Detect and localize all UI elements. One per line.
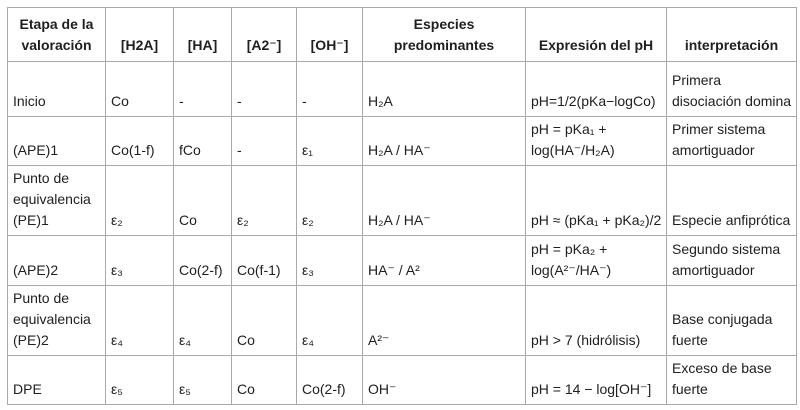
cell-interpretacion: Primera disociación domina [667,62,797,117]
cell-a2: Co(f-1) [232,236,297,286]
cell-ph: pH = 14 − log[OH⁻] [526,356,667,405]
cell-ph: pH > 7 (hidrólisis) [526,286,667,356]
col-header-a2: [A2⁻] [232,8,297,62]
col-header-especies: Especies predominantes [363,8,526,62]
cell-oh: ε₂ [297,166,363,236]
cell-especies: H₂A / HA⁻ [363,117,526,166]
col-header-ph: Expresión del pH [526,8,667,62]
cell-h2a: ε₃ [106,236,174,286]
cell-etapa: (APE)2 [8,236,106,286]
cell-etapa: DPE [8,356,106,405]
cell-ha: ε₅ [174,356,232,405]
table-row-ape1 [8,117,797,166]
cell-interpretacion: Segundo sistema amortiguador [667,236,797,286]
col-header-h2a: [H2A] [106,8,174,62]
table-row-inicio [8,62,797,117]
cell-ph: pH ≈ (pKa₁ + pKa₂)/2 [526,166,667,236]
cell-ha: ε₄ [174,286,232,356]
cell-ph: pH=1/2(pKa−logCo) [526,62,667,117]
cell-oh: ε₄ [297,286,363,356]
cell-ha: fCo [174,117,232,166]
cell-h2a: ε₅ [106,356,174,405]
cell-etapa: Inicio [8,62,106,117]
col-header-interpretacion: interpretación [667,8,797,62]
col-header-etapa: Etapa de la valoración [8,8,106,62]
cell-etapa: Punto de equivalencia (PE)2 [8,286,106,356]
header-row [8,8,797,62]
cell-a2: - [232,117,297,166]
cell-h2a: ε₄ [106,286,174,356]
cell-ph: pH = pKa₂ + log(A²⁻/HA⁻) [526,236,667,286]
cell-ph: pH = pKa₁ + log(HA⁻/H₂A) [526,117,667,166]
table-row-pe1 [8,166,797,236]
cell-a2: - [232,62,297,117]
col-header-oh: [OH⁻] [297,8,363,62]
cell-especies: H₂A / HA⁻ [363,166,526,236]
cell-interpretacion: Base conjugada fuerte [667,286,797,356]
cell-a2: Co [232,356,297,405]
cell-h2a: Co(1-f) [106,117,174,166]
cell-especies: OH⁻ [363,356,526,405]
table-row-dpe [8,356,797,405]
cell-oh: Co(2-f) [297,356,363,405]
titration-table-container [7,7,797,405]
table-row-pe2 [8,286,797,356]
cell-oh: - [297,62,363,117]
col-header-ha: [HA] [174,8,232,62]
table-row-ape2 [8,236,797,286]
cell-especies: A²⁻ [363,286,526,356]
cell-ha: - [174,62,232,117]
cell-interpretacion: Especie anfiprótica [667,166,797,236]
cell-etapa: (APE)1 [8,117,106,166]
cell-oh: ε₁ [297,117,363,166]
cell-h2a: Co [106,62,174,117]
cell-interpretacion: Exceso de base fuerte [667,356,797,405]
titration-stages-table [7,7,797,405]
cell-especies: H₂A [363,62,526,117]
cell-h2a: ε₂ [106,166,174,236]
cell-ha: Co [174,166,232,236]
cell-etapa: Punto de equivalencia (PE)1 [8,166,106,236]
cell-interpretacion: Primer sistema amortiguador [667,117,797,166]
cell-a2: ε₂ [232,166,297,236]
cell-ha: Co(2-f) [174,236,232,286]
cell-oh: ε₃ [297,236,363,286]
cell-especies: HA⁻ / A² [363,236,526,286]
cell-a2: Co [232,286,297,356]
